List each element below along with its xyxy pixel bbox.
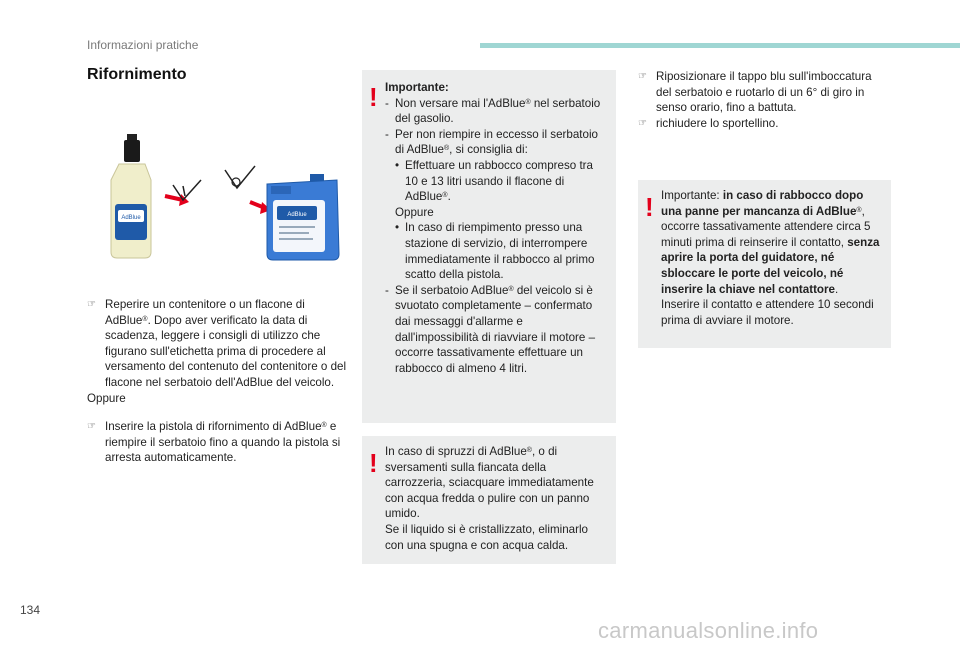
warning-icon: ! <box>645 192 654 222</box>
svg-text:AdBlue: AdBlue <box>287 212 307 218</box>
oppure-text: Oppure <box>87 391 126 405</box>
list-item: ☞ richiudere lo sportellino. <box>638 116 779 130</box>
oppure-text: Oppure <box>395 205 434 219</box>
sub-list-item: • Effettuare un rabbocco compreso tra 10 e 13 litri usando il flacone di AdBlue®. <box>395 158 593 204</box>
finger-pointer-icon: ☞ <box>87 421 96 433</box>
finger-pointer-icon: ☞ <box>638 117 647 129</box>
adblue-illustration <box>105 130 345 266</box>
breakdown-text-2: Inserire il contatto e attendere 10 secondi prima di avviare il motore. <box>661 298 874 327</box>
breakdown-warning-box <box>638 180 891 348</box>
sub-list-item: • In caso di riempimento presso una stazione di servizio, di interrompere immediatamente il rabbocco al primo scatto della pistola. <box>395 221 595 282</box>
warning-icon: ! <box>369 82 378 112</box>
left-column <box>87 297 349 466</box>
header-bar <box>480 43 960 48</box>
list-item: ☞ Reperire un contenitore o un flacone di AdBlue®. Dopo aver verificato la data di scadenza, leggere i consigli di utilizzo che figurano sull'etichetta prima di procedere al versamento del contenuto del contenitore o del flacone nel serbatoio dell'AdBlue del veicolo. <box>87 298 347 389</box>
list-item: - Per non riempire in eccesso il serbatoio di AdBlue®, si consiglia di: • Effettuare un rabbocco compreso tra 10 e 13 litri usando il flacone di AdBlue®. Oppure • In caso di riempimento presso una stazione di servizio, di interrompere immediatamente il rabbocco al primo scatto della pistola. <box>385 127 609 283</box>
page-number: 134 <box>20 603 41 617</box>
spill-text: In caso di spruzzi di AdBlue®, o di sversamenti sulla fiancata della carrozzeria, sciacquare immediatamente con acqua fredda o pulire con un panno umido. <box>385 445 594 521</box>
finger-pointer-icon: ☞ <box>638 71 647 82</box>
finger-pointer-icon: ☞ <box>87 299 96 310</box>
svg-text:AdBlue: AdBlue <box>121 215 141 221</box>
section-header: Informazioni pratiche <box>87 38 199 52</box>
list-item: ☞ Inserire la pistola di rifornimento di AdBlue® e riempire il serbatoio fino a quando la pistola si arresta automaticamente. <box>87 420 341 465</box>
breakdown-text: Importante: in caso di rabbocco dopo una panne per mancanza di AdBlue®, occorre tassativamente attendere circa 5 minuti prima di reinserire il contatto, senza aprire la porta del guidatore, né sbloccare le porte del veicolo, né inserire la chiave nel contattore. <box>661 189 880 296</box>
right-column <box>638 69 888 131</box>
warning-icon: ! <box>369 448 378 478</box>
list-item: - Non versare mai l'AdBlue® nel serbatoio del gasolio. <box>385 96 601 126</box>
list-item: ☞ Riposizionare il tappo blu sull'imboccatura del serbatoio e ruotarlo di un 6° di giro in senso orario, fino a battuta. <box>638 70 872 115</box>
adblue-containers-icon <box>105 130 345 266</box>
important-box <box>362 70 616 423</box>
crystal-text: Se il liquido si è cristallizzato, eliminarlo con una spugna e con acqua calda. <box>385 522 588 552</box>
page-title: Rifornimento <box>87 66 187 83</box>
important-heading: Importante: <box>385 81 449 94</box>
list-item: - Se il serbatoio AdBlue® del veicolo si è svuotato completamente – confermato dai messaggi d'allarme e dall'impossibilità di riavviare il motore – occorre tassativamente effettuare un rabbocco di almeno 4 litri. <box>385 283 596 375</box>
watermark: carmanualsonline.info <box>598 618 819 643</box>
spill-warning-box <box>362 436 616 564</box>
